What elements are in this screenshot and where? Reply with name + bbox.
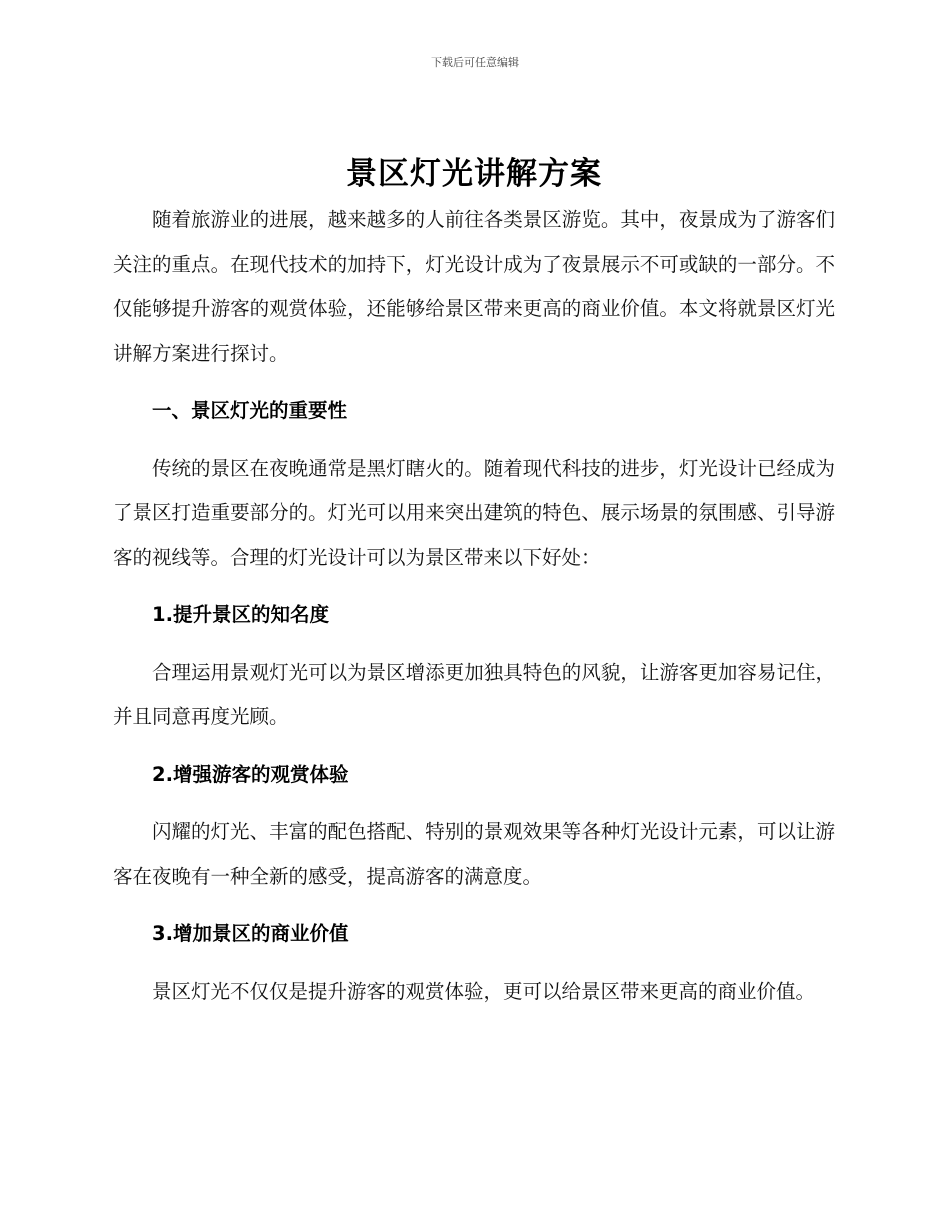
paragraph-experience: 闪耀的灯光、丰富的配色搭配、特别的景观效果等各种灯光设计元素，可以让游客在夜晚有一种全新的感受，提高游客的满意度。 (113, 820, 835, 888)
intro-paragraph: 随着旅游业的进展，越来越多的人前往各类景区游览。其中，夜景成为了游客们关注的重点。在现代技术的加持下，灯光设计成为了夜景展示不可或缺的一部分。不仅能够提升游客的观赏体验，还能够给景区带来更高的商业价值。本文将就景区灯光讲解方案进行探讨。 (113, 208, 835, 365)
spacer (113, 376, 835, 389)
document-body (113, 150, 835, 1014)
subheading-experience: 2.增强游客的观赏体验 (152, 762, 349, 786)
paragraph-commercial-value: 景区灯光不仅仅是提升游客的观赏体验，更可以给景区带来更高的商业价值。 (152, 979, 816, 1003)
spacer (113, 899, 835, 912)
spacer (113, 957, 835, 970)
spacer (113, 740, 835, 753)
spacer (113, 580, 835, 593)
subheading-popularity: 1.提升景区的知名度 (152, 603, 329, 626)
spacer (113, 434, 835, 447)
spacer (113, 638, 835, 651)
document-title: 景区灯光讲解方案 (346, 156, 602, 192)
section-paragraph-importance: 传统的景区在夜晚通常是黑灯瞎火的。随着现代科技的进步，灯光设计已经成为了景区打造重要部分的。灯光可以用来突出建筑的特色、展示场景的氛围感、引导游客的视线等。合理的灯光设计可以为景区带来以下好处： (113, 456, 835, 569)
paragraph-popularity: 合理运用景观灯光可以为景区增添更加独具特色的风貌，让游客更加容易记住，并且同意再度光顾。 (113, 660, 835, 728)
section-heading-importance: 一、景区灯光的重要性 (152, 399, 348, 422)
header-note: 下载后可任意编辑 (431, 56, 519, 69)
spacer (113, 797, 835, 810)
subheading-commercial-value: 3.增加景区的商业价值 (152, 922, 349, 945)
